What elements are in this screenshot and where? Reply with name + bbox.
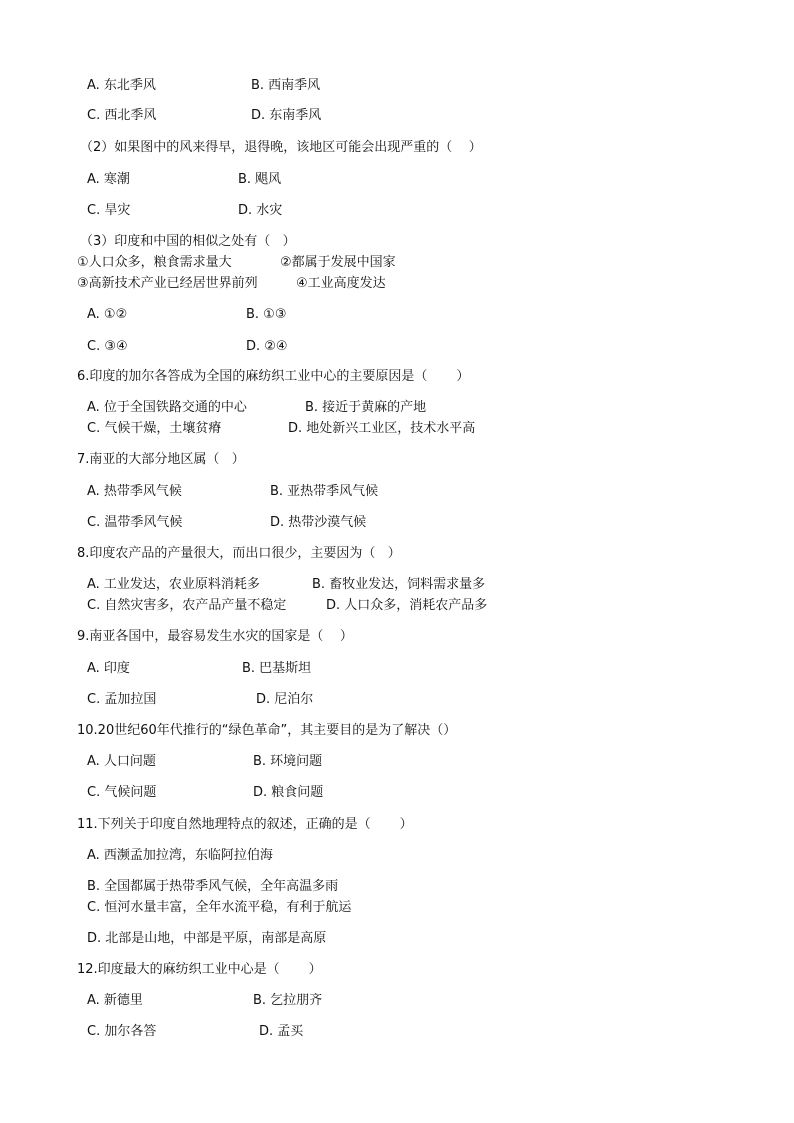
option-b: B. 西南季风 bbox=[251, 78, 321, 93]
option-b: B. 乞拉朋齐 bbox=[253, 993, 323, 1008]
option-b: B. ①③ bbox=[246, 307, 287, 322]
option-c: C. 自然灾害多，农产品产量不稳定 bbox=[87, 598, 287, 613]
option-a: A. 西濒孟加拉湾，东临阿拉伯海 bbox=[87, 848, 273, 863]
option-c: C. 气候干燥，土壤贫瘠 bbox=[87, 421, 222, 436]
option-a: A. 位于全国铁路交通的中心 bbox=[87, 400, 247, 415]
option-d: D. 人口众多，消耗农产品多 bbox=[326, 598, 488, 613]
question-stem: 6.印度的加尔各答成为全国的麻纺织工业中心的主要原因是（ ） bbox=[77, 369, 470, 384]
option-a: A. 人口问题 bbox=[87, 754, 156, 769]
option-d: D. 粮食问题 bbox=[253, 785, 324, 800]
option-a: A. 东北季风 bbox=[87, 78, 156, 93]
question-stem: 11.下列关于印度自然地理特点的叙述，正确的是（ ） bbox=[77, 817, 413, 832]
option-d: D. 地处新兴工业区，技术水平高 bbox=[288, 421, 476, 436]
option-c: C. 加尔各答 bbox=[87, 1024, 157, 1039]
option-b: B. 飓风 bbox=[238, 172, 282, 187]
statement-item: ①人口众多，粮食需求量大 bbox=[77, 255, 232, 270]
question-stem: 7.南亚的大部分地区属（ ） bbox=[77, 452, 245, 467]
option-c: C. 孟加拉国 bbox=[87, 692, 157, 707]
question-stem: 12.印度最大的麻纺织工业中心是（ ） bbox=[77, 962, 322, 977]
option-d: D. 孟买 bbox=[259, 1024, 304, 1039]
option-d: D. 东南季风 bbox=[251, 108, 322, 123]
option-d: D. 热带沙漠气候 bbox=[270, 515, 367, 530]
option-b: B. 接近于黄麻的产地 bbox=[305, 400, 427, 415]
option-d: D. 尼泊尔 bbox=[256, 692, 314, 707]
option-c: C. 温带季风气候 bbox=[87, 515, 183, 530]
option-a: A. 寒潮 bbox=[87, 172, 130, 187]
option-a: A. ①② bbox=[87, 307, 128, 322]
statement-item: ④工业高度发达 bbox=[296, 276, 386, 291]
question-stem: （2）如果图中的风来得早，退得晚，该地区可能会出现严重的（ ） bbox=[80, 140, 482, 155]
option-d: D. ②④ bbox=[246, 339, 288, 354]
option-b: B. 畜牧业发达，饲料需求量多 bbox=[312, 577, 486, 592]
option-b: B. 亚热带季风气候 bbox=[270, 484, 379, 499]
option-b: B. 全国都属于热带季风气候，全年高温多雨 bbox=[87, 879, 339, 894]
statement-item: ②都属于发展中国家 bbox=[280, 255, 396, 270]
option-c: C. 气候问题 bbox=[87, 785, 157, 800]
option-a: A. 印度 bbox=[87, 661, 130, 676]
option-b: B. 巴基斯坦 bbox=[242, 661, 312, 676]
statement-item: ③高新技术产业已经居世界前列 bbox=[77, 276, 258, 291]
option-c: C. 旱灾 bbox=[87, 203, 131, 218]
option-a: A. 热带季风气候 bbox=[87, 484, 182, 499]
option-c: C. 恒河水量丰富，全年水流平稳，有利于航运 bbox=[87, 900, 352, 915]
option-b: B. 环境问题 bbox=[253, 754, 323, 769]
option-a: A. 新德里 bbox=[87, 993, 143, 1008]
option-d: D. 水灾 bbox=[238, 203, 283, 218]
option-c: C. ③④ bbox=[87, 339, 128, 354]
question-stem: （3）印度和中国的相似之处有（ ） bbox=[80, 234, 296, 249]
question-stem: 10.20世纪60年代推行的“绿色革命”，其主要目的是为了解决（） bbox=[77, 723, 457, 738]
question-stem: 8.印度农产品的产量很大，而出口很少，主要因为（ ） bbox=[77, 546, 401, 561]
option-c: C. 西北季风 bbox=[87, 108, 157, 123]
question-stem: 9.南亚各国中，最容易发生水灾的国家是（ ） bbox=[77, 629, 353, 644]
option-d: D. 北部是山地，中部是平原，南部是高原 bbox=[87, 931, 327, 946]
option-a: A. 工业发达，农业原料消耗多 bbox=[87, 577, 260, 592]
